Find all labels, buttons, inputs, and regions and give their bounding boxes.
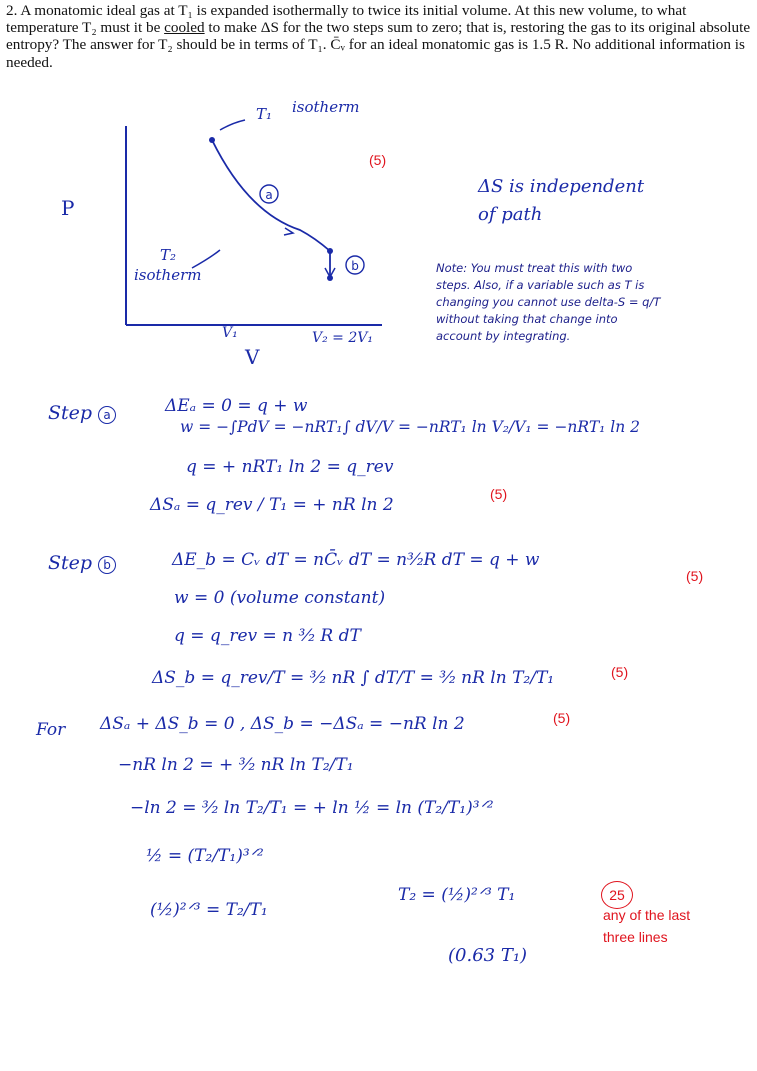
path-a-label: a [265,188,273,202]
path-b-label: b [351,259,359,273]
final-answer-value: (0.63 T₁) [448,945,528,966]
step-a-label [48,402,116,424]
question-text [6,2,751,71]
isotherm-t1-pointer [220,120,245,130]
step-b-word: Step [48,552,93,574]
isotherm-t1-label: isotherm [292,98,360,116]
final-line2: −nR ln 2 = + ³⁄₂ nR ln T₂/T₁ [118,755,354,775]
v2-label: V₂ = 2V₁ [312,330,373,346]
final-answer: T₂ = (½)²ᐟ³ T₁ [398,885,516,905]
independent-line2: of path [478,204,543,225]
t1-label: T₁ [256,105,273,123]
step-b-line2: w = 0 (volume constant) [174,588,386,608]
step-a-circle: a [98,406,116,424]
step-a-line2: w = −∫PdV = −nRT₁∫ dV/V = −nRT₁ ln V₂/V₁ = −nRT₁ ln 2 [180,418,641,436]
for-label: For [36,720,66,740]
step-b-circle: b [98,556,116,574]
question-text-part1: A monatomic ideal gas at T₁ is expanded isothermally to twice its initial volume. At this new volume, to what temperature T₂ must it be [6,2,687,37]
final-line1: ΔSₐ + ΔS_b = 0 , ΔS_b = −ΔSₐ = −nR ln 2 [100,714,465,734]
step-b-line3: q = q_rev = n ³⁄₂ R dT [174,626,361,646]
note-text: Note: You must treat this with two steps. Also, if a variable such as T is changing you cannot use delta-S = q/T without taking that change into account by integrating. [436,261,661,343]
score-diagram: (5) [369,152,387,168]
v1-label: V₁ [222,325,238,341]
t2-label: T₂ [160,246,177,264]
isotherm-t2-label: isotherm [134,266,202,284]
step-a-line4: ΔSₐ = q_rev / T₁ = + nR ln 2 [150,495,394,515]
final-line5: (½)²ᐟ³ = T₂/T₁ [150,900,268,920]
state-point-initial [209,137,215,143]
state-point-final [327,275,333,281]
step-b-line1: ΔE_b = Cᵥ dT = nC̄ᵥ dT = n³⁄₂R dT = q + w [172,550,540,570]
score-step-a: (5) [490,486,508,502]
step-a-line1: ΔEₐ = 0 = q + w [165,396,308,416]
score-step-b-line1: (5) [686,568,704,584]
grading-comment-line1: any of the last [603,907,691,923]
step-b-line4: ΔS_b = q_rev/T = ³⁄₂ nR ∫ dT/T = ³⁄₂ nR ln T₂/T₁ [152,668,555,688]
grading-comment-line2: three lines [603,929,668,945]
step-a-line3: q = + nRT₁ ln 2 = q_rev [186,457,394,477]
p-axis-label: P [61,196,75,220]
path-a-arrow [284,228,293,235]
pv-diagram [120,118,390,333]
total-score: 25 [601,881,633,909]
question-underlined-word: cooled [164,19,205,37]
step-b-label [48,552,116,574]
score-final-line1: (5) [553,710,571,726]
step-a-word: Step [48,402,93,424]
independent-line1: ΔS is independent [478,176,645,197]
question-text-part2: to make ΔS for the two steps sum to zero; that is, restoring the gas to its original absolute entropy? The answer for T₂ should be in terms of T₁. C̄ᵥ for an ideal monatomic gas is 1.5 R. No additional information is needed. [6,19,751,71]
final-line4: ½ = (T₂/T₁)³ᐟ² [146,846,264,866]
final-line3: −ln 2 = ³⁄₂ ln T₂/T₁ = + ln ½ = ln (T₂/T₁)³ᐟ² [130,798,494,818]
question-number: 2. [6,2,18,19]
score-step-b-line4: (5) [611,664,629,680]
v-axis-label: V [245,345,260,369]
